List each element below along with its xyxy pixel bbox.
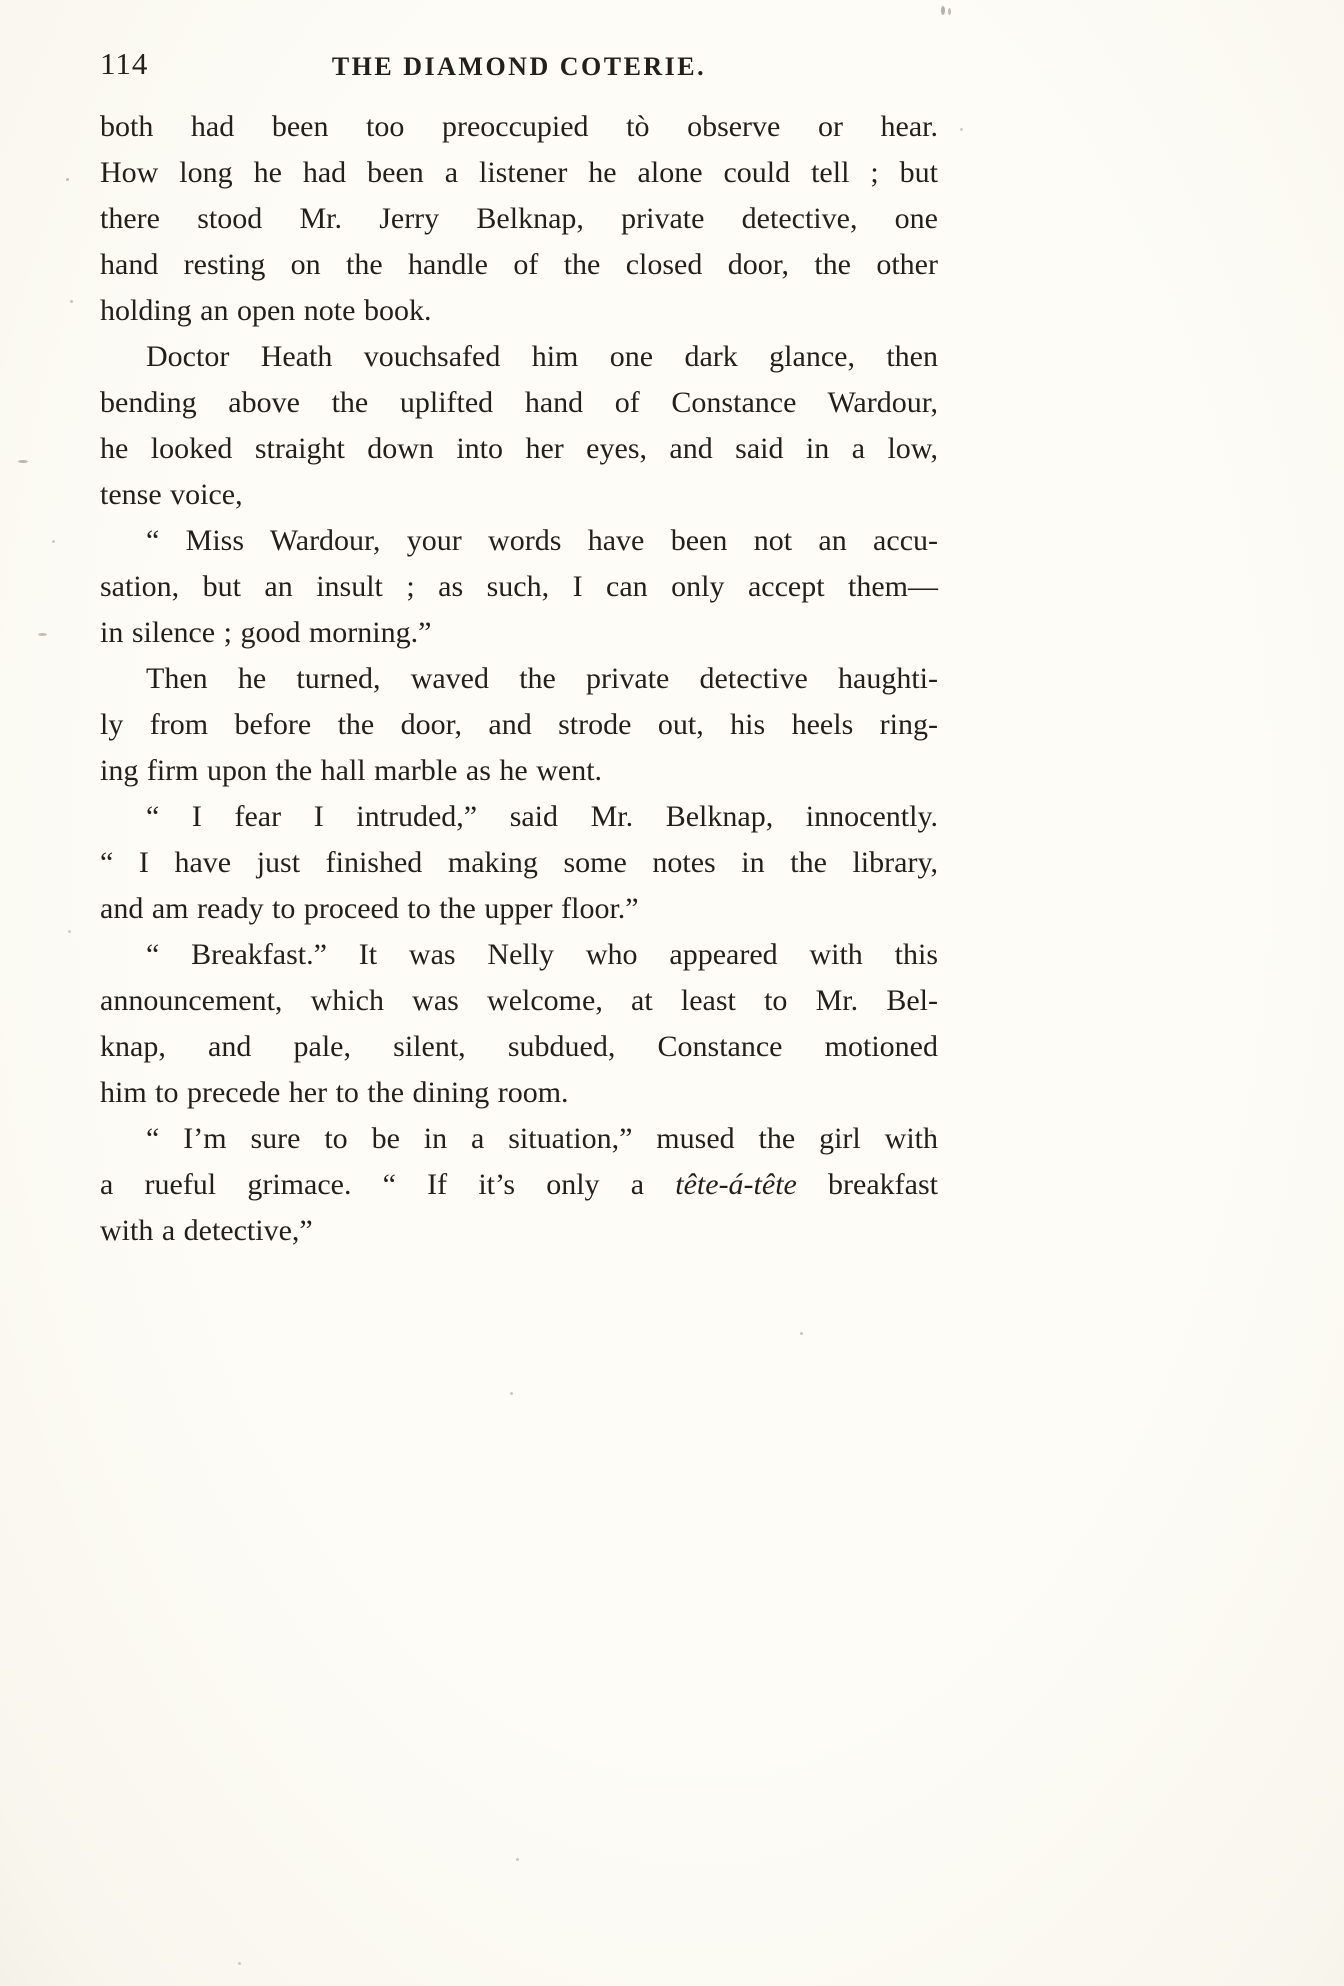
text-line: and am ready to proceed to the upper floor.” — [100, 892, 639, 925]
text-line: him to precede her to the dining room. — [100, 1076, 569, 1109]
text-line: “ Breakfast.” It was Nelly who appeared with this — [146, 938, 938, 971]
text-line: Then he turned, waved the private detective haughti- — [146, 662, 938, 695]
scan-speck — [238, 1962, 241, 1965]
scan-speck — [941, 6, 945, 15]
text-line: knap, and pale, silent, subdued, Constance motioned — [100, 1030, 938, 1063]
text-line: “ Miss Wardour, your words have been not an accu- — [146, 524, 938, 557]
text-line: hand resting on the handle of the closed door, the other — [100, 248, 938, 281]
scan-speck — [66, 178, 69, 181]
paragraph — [100, 518, 938, 656]
text-line: both had been too preoccupied tò observe or hear. — [100, 110, 938, 143]
italic-phrase: tête-á-tête — [675, 1168, 797, 1201]
paragraph — [100, 932, 938, 1116]
paragraph — [100, 656, 938, 794]
text-line: in silence ; good morning.” — [100, 616, 432, 649]
scan-speck — [948, 8, 951, 15]
paragraph — [100, 794, 938, 932]
scan-speck — [930, 1130, 933, 1133]
page-number: 114 — [100, 46, 149, 81]
text-line: “ I have just finished making some notes in the library, — [100, 846, 938, 879]
text-line: “ I fear I intruded,” said Mr. Belknap, innocently. — [146, 800, 938, 833]
text-line: sation, but an insult ; as such, I can only accept them— — [100, 570, 938, 603]
paragraph — [100, 104, 938, 334]
text-line: bending above the uplifted hand of Constance Wardour, — [100, 386, 938, 419]
text-line: he looked straight down into her eyes, and said in a low, — [100, 432, 938, 465]
scan-speck — [70, 300, 73, 303]
text-line: How long he had been a listener he alone could tell ; but — [100, 156, 938, 189]
scan-speck — [800, 1332, 803, 1335]
scan-speck — [510, 1392, 513, 1395]
text-block — [100, 44, 938, 1254]
text-line: Doctor Heath vouchsafed him one dark glance, then — [146, 340, 938, 373]
book-title-header: THE DIAMOND COTERIE. — [331, 52, 707, 81]
running-header — [100, 44, 938, 88]
text-line: a rueful grimace. “ If it’s only a tête-á-tête breakfast — [100, 1168, 938, 1201]
text-line: announcement, which was welcome, at least to Mr. Bel- — [100, 984, 938, 1017]
text-line: tense voice, — [100, 478, 243, 511]
scan-speck — [516, 1858, 519, 1861]
scan-speck — [52, 540, 55, 543]
text-line: holding an open note book. — [100, 294, 432, 327]
text-line: “ I’m sure to be in a situation,” mused the girl with — [146, 1122, 938, 1155]
paragraph — [100, 1116, 938, 1254]
text-line: with a detective,” — [100, 1214, 313, 1247]
scan-speck — [960, 128, 963, 131]
scan-speck — [68, 930, 71, 933]
text-line: ly from before the door, and strode out, his heels ring- — [100, 708, 938, 741]
text-line: there stood Mr. Jerry Belknap, private detective, one — [100, 202, 938, 235]
paragraph — [100, 334, 938, 518]
scan-speck — [18, 460, 28, 463]
text-line: ing firm upon the hall marble as he went. — [100, 754, 603, 787]
scan-speck — [38, 633, 47, 636]
body-text — [100, 104, 938, 1254]
